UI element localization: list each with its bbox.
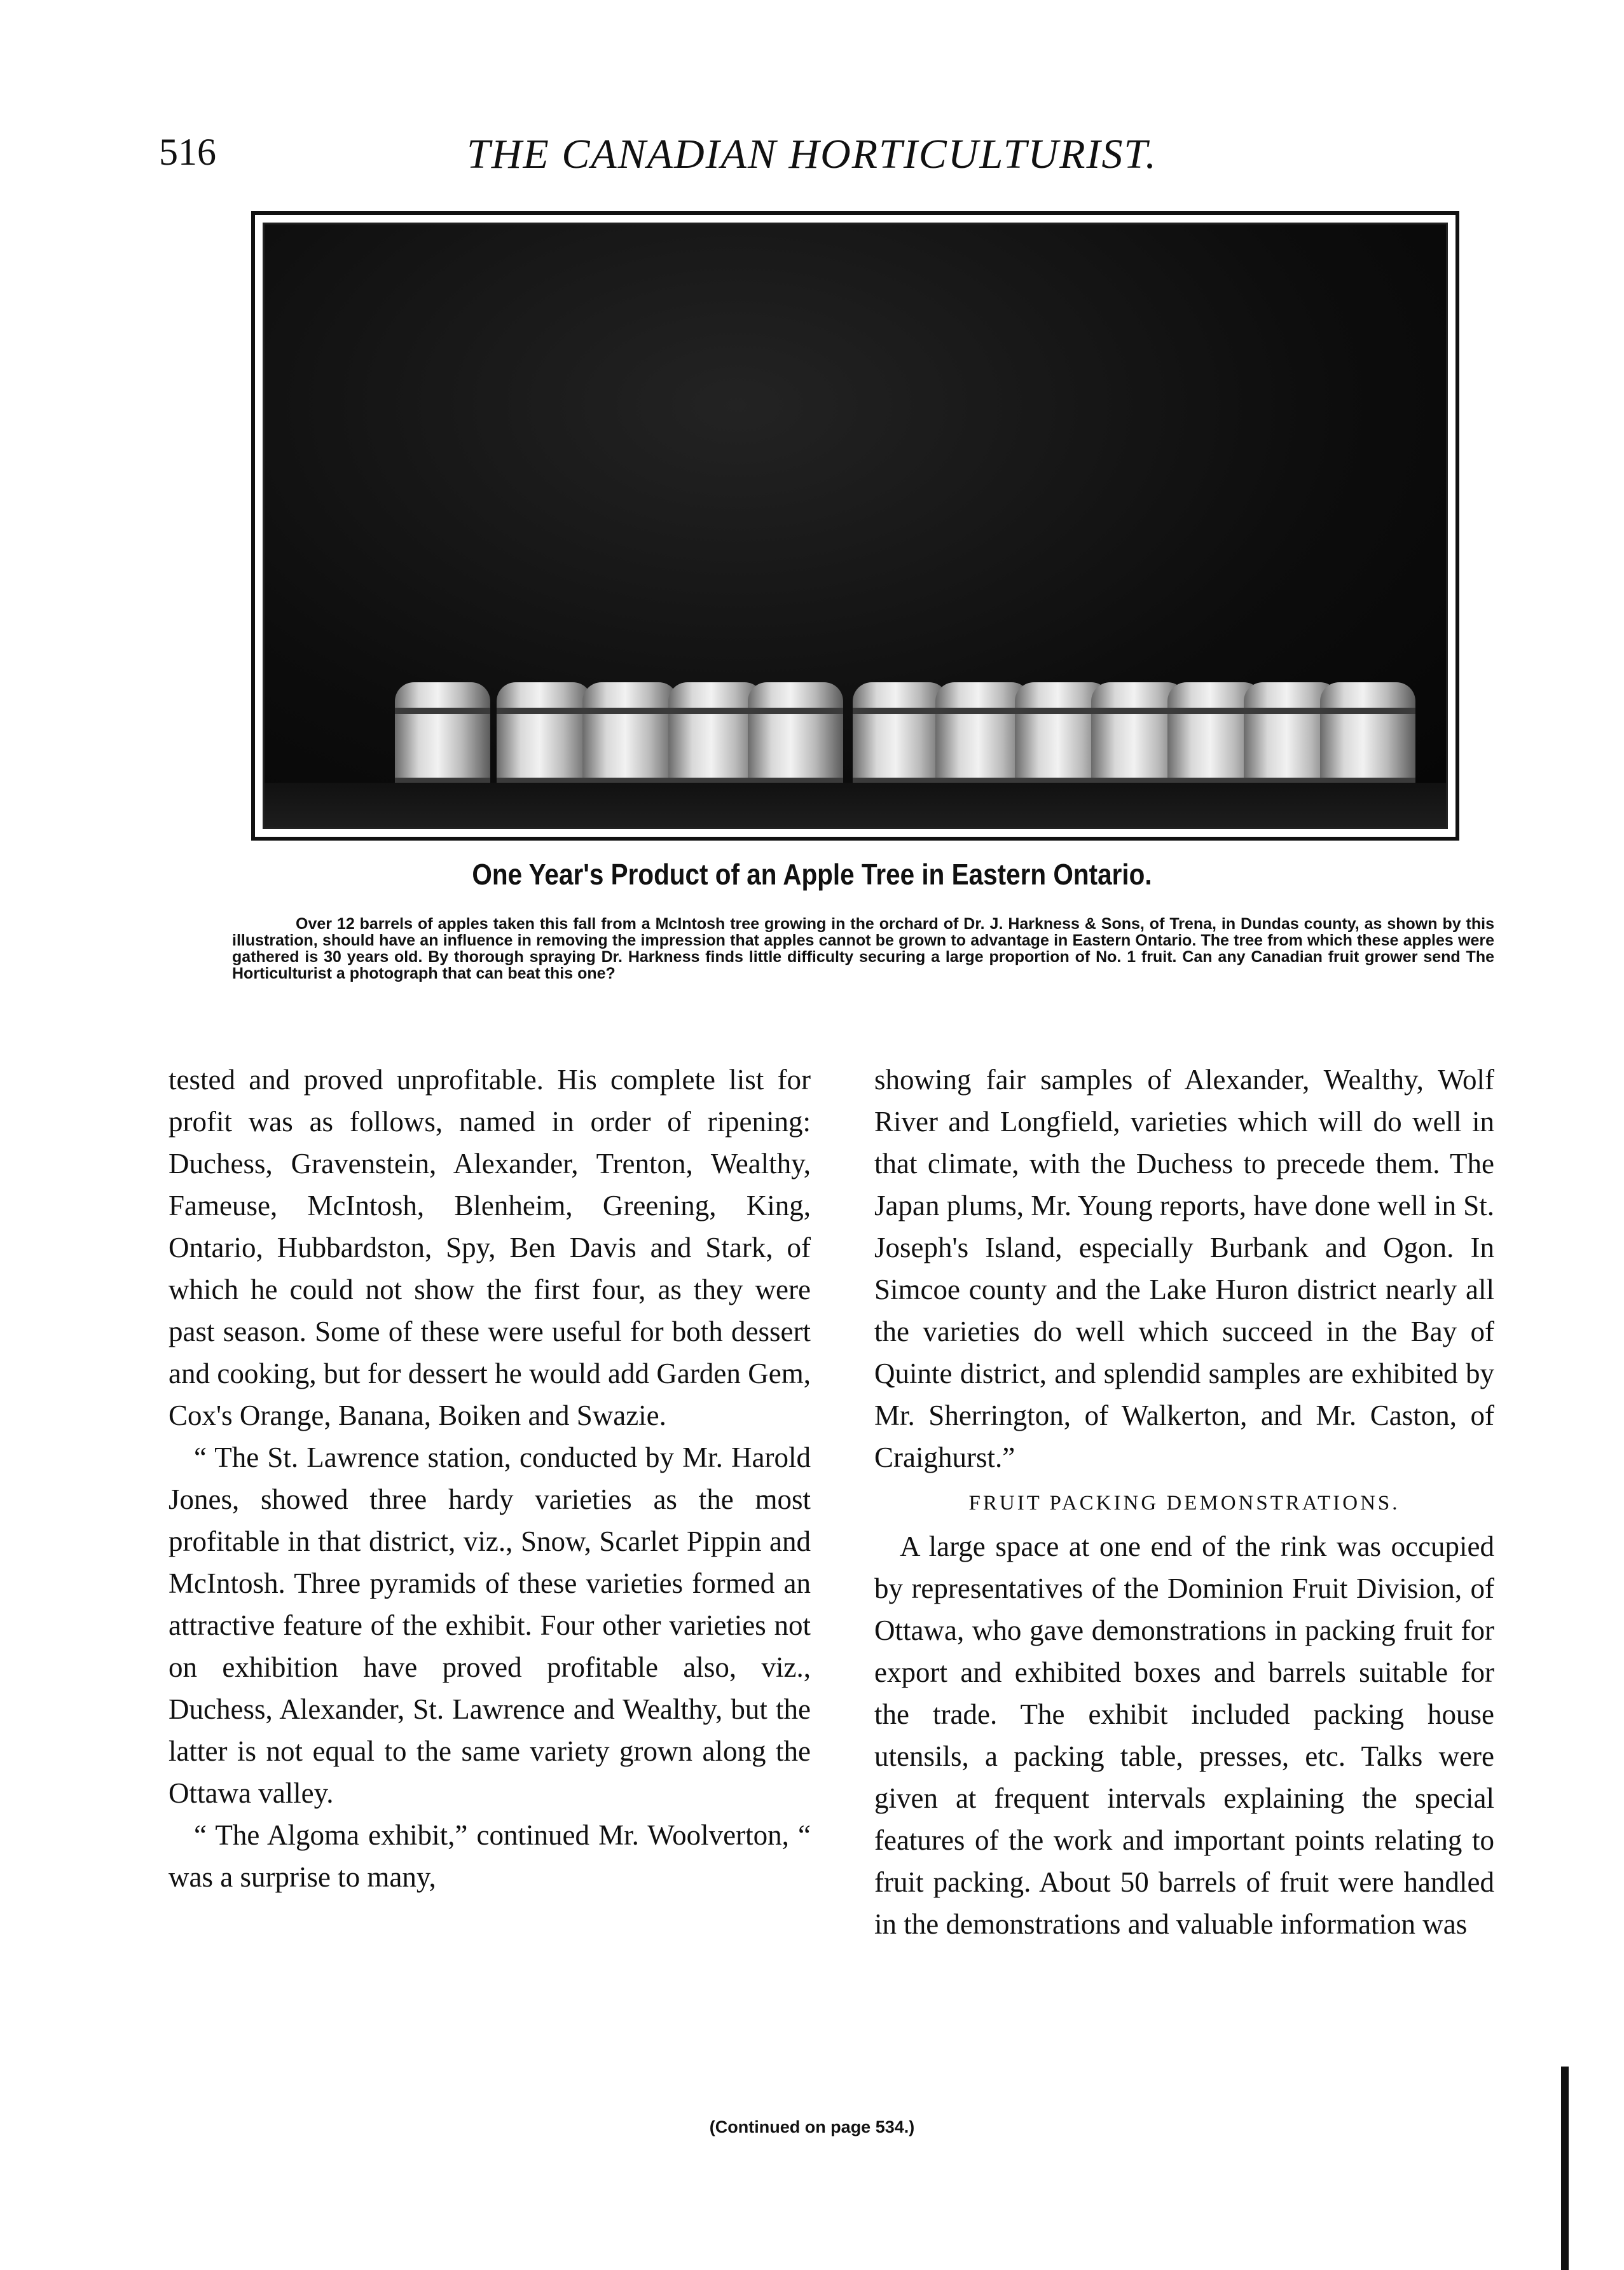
photograph-frame xyxy=(251,211,1459,841)
figure-caption-body: Over 12 barrels of apples taken this fall from a McIntosh tree growing in the orchard of Dr. J. Harkness & Sons, of Trena, in Dundas county, as shown by this illustration, should have an influence in removing the impression that apples cannot be grown to advantage in Eastern Ontario. The tree from which these apples were gathered is 30 years old. By thorough spraying Dr. Harkness finds little difficulty securing a large proportion of No. 1 fruit. Can any Canadian fruit grower send The Horticulturist a photograph that can beat this one? xyxy=(232,915,1494,982)
continued-note: (Continued on page 534.) xyxy=(709,2117,915,2136)
ground xyxy=(265,783,1446,827)
page-number: 516 xyxy=(159,131,216,173)
right-paragraph-2: A large space at one end of the rink was occupied by representatives of the Dominion Fruit Division, of Ottawa, who gave demonstrations in packing fruit for export and exhibited boxes and barrels suitable for the trade. The exhibit included packing house utensils, a packing table, presses, etc. Talks were given at frequent intervals explaining the special features of the work and important points relating to fruit packing. About 50 barrels of fruit were handled in the demonstrations and valuable information was xyxy=(874,1531,1494,1940)
left-paragraph-2: “ The St. Lawrence station, conducted by Mr. Harold Jones, showed three hardy varieties as the most profitable in that district, viz., Snow, Scarlet Pippin and McIntosh. Three pyramids of these varieties formed an attractive feature of the exhibit. Four other varieties not on exhibition have proved profitable also, viz., Duchess, Alexander, St. Lawrence and Wealthy, but the latter is not equal to the same variety grown along the Ottawa valley. xyxy=(169,1441,811,1809)
running-head: THE CANADIAN HORTICULTURIST. xyxy=(467,131,1157,177)
left-paragraph-3: “ The Algoma exhibit,” continued Mr. Woolverton, “ was a surprise to many, xyxy=(169,1819,811,1893)
right-column xyxy=(874,1059,1494,1945)
figure-caption-title: One Year's Product of an Apple Tree in Eastern Ontario. xyxy=(472,858,1152,891)
left-column xyxy=(169,1059,811,1898)
apple-barrels-photograph xyxy=(263,223,1448,829)
scan-edge-mark xyxy=(1561,2067,1569,2270)
section-heading: FRUIT PACKING DEMONSTRATIONS. xyxy=(968,1492,1400,1515)
right-paragraph-1: showing fair samples of Alexander, Wealthy, Wolf River and Longfield, varieties which will do well in that climate, with the Duchess to precede them. The Japan plums, Mr. Young reports, have done well in St. Joseph's Island, especially Burbank and Ogon. In Simcoe county and the Lake Huron district nearly all the varieties do well which succeed in the Bay of Quinte district, and splendid samples are exhibited by Mr. Sherrington, of Walkerton, and Mr. Caston, of Craighurst.” xyxy=(874,1064,1494,1473)
left-paragraph-1: tested and proved unprofitable. His complete list for profit was as follows, named in order of ripening: Duchess, Gravenstein, Alexander, Trenton, Wealthy, Fameuse, McIntosh, Blenheim, Greening, King, Ontario, Hubbardston, Spy, Ben Davis and Stark, of which he could not show the first four, as they were past season. Some of these were useful for both dessert and cooking, but for dessert he would add Garden Gem, Cox's Orange, Banana, Boiken and Swazie. xyxy=(169,1064,811,1431)
